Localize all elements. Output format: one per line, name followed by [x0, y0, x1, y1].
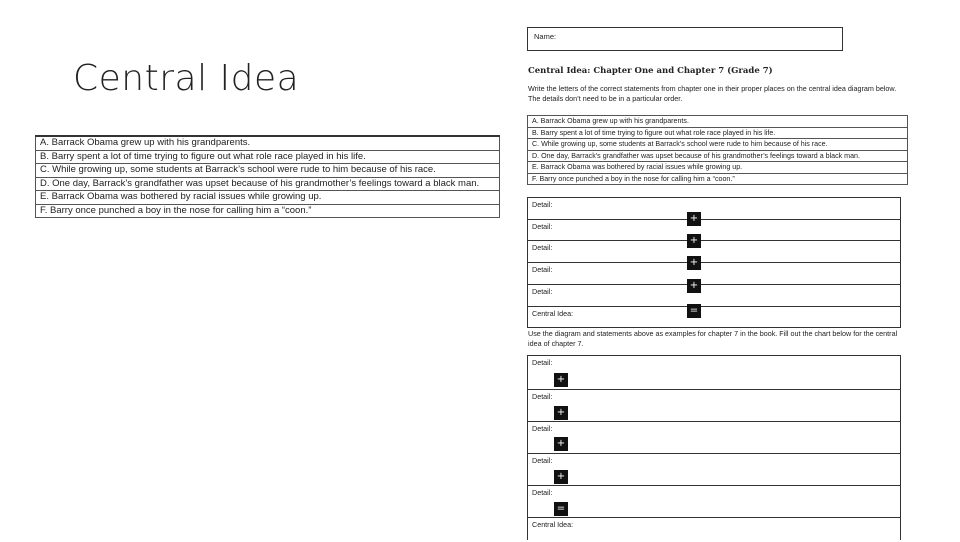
table-row [36, 136, 500, 150]
table-row [36, 177, 500, 191]
plus-icon: + [687, 279, 701, 293]
table-row [36, 150, 500, 164]
ws-statement-d: D. One day, Barrack’s grandfather was upset because of his grandmother’s feelings toward a black man. [528, 150, 908, 162]
detail-row[interactable] [528, 240, 900, 263]
plus-icon: + [554, 437, 568, 451]
detail-label: Detail: [532, 243, 553, 252]
detail-row[interactable] [528, 262, 900, 285]
equals-icon: = [554, 502, 568, 516]
plus-icon: + [687, 256, 701, 270]
statement-b: B. Barry spent a lot of time trying to figure out what role race played in his life. [36, 150, 500, 164]
table-row [528, 116, 908, 128]
statement-e: E. Barrack Obama was bothered by racial issues while growing up. [36, 191, 500, 205]
detail-label: Detail: [532, 358, 553, 367]
central-idea-label: Central Idea: [532, 520, 574, 529]
worksheet-instructions-2: Use the diagram and statements above as examples for chapter 7 in the book. Fill out the chart below for the central idea of chapter 7. [528, 329, 898, 348]
table-row [528, 139, 908, 151]
detail-label: Detail: [532, 287, 553, 296]
detail-row[interactable] [528, 389, 900, 422]
table-row [528, 127, 908, 139]
plus-icon: + [554, 470, 568, 484]
detail-row[interactable] [528, 453, 900, 486]
detail-label: Detail: [532, 424, 553, 433]
name-label: Name: [534, 32, 557, 41]
detail-row[interactable] [528, 421, 900, 454]
statement-d: D. One day, Barrack’s grandfather was upset because of his grandmother’s feelings toward a black man. [36, 177, 500, 191]
central-idea-diagram-chapter-7 [527, 355, 901, 540]
worksheet-heading: Central Idea: Chapter One and Chapter 7 (Grade 7) [528, 66, 773, 76]
detail-row[interactable] [528, 485, 900, 518]
slide-title: Central Idea [73, 58, 300, 99]
central-idea-row[interactable] [528, 306, 900, 329]
table-row [36, 204, 500, 218]
central-idea-diagram-chapter-1 [527, 197, 901, 328]
table-row [36, 164, 500, 178]
ws-statement-a: A. Barrack Obama grew up with his grandparents. [528, 116, 908, 128]
worksheet-instructions: Write the letters of the correct statements from chapter one in their proper places on the central idea diagram below. The details don’t need to be in a particular order. [528, 84, 897, 103]
plus-icon: + [554, 373, 568, 387]
detail-row[interactable] [528, 356, 900, 389]
detail-label: Detail: [532, 488, 553, 497]
statements-table [35, 135, 500, 218]
ws-statement-f: F. Barry once punched a boy in the nose for calling him a “coon.” [528, 173, 908, 185]
detail-row[interactable] [528, 198, 900, 219]
worksheet-statements-table [527, 115, 908, 185]
ws-statement-b: B. Barry spent a lot of time trying to figure out what role race played in his life. [528, 127, 908, 139]
central-idea-row[interactable] [528, 517, 900, 542]
table-row [528, 162, 908, 174]
detail-label: Detail: [532, 222, 553, 231]
detail-label: Detail: [532, 456, 553, 465]
table-row [528, 173, 908, 185]
equals-icon: = [687, 304, 701, 318]
detail-row[interactable] [528, 219, 900, 241]
table-row [528, 150, 908, 162]
detail-label: Detail: [532, 392, 553, 401]
statement-a: A. Barrack Obama grew up with his grandparents. [36, 136, 500, 150]
plus-icon: + [687, 234, 701, 248]
plus-icon: + [687, 212, 701, 226]
detail-label: Detail: [532, 265, 553, 274]
detail-label: Detail: [532, 200, 553, 209]
statement-f: F. Barry once punched a boy in the nose for calling him a “coon.” [36, 204, 500, 218]
detail-row[interactable] [528, 284, 900, 307]
statement-c: C. While growing up, some students at Barrack’s school were rude to him because of his race. [36, 164, 500, 178]
central-idea-label: Central Idea: [532, 309, 574, 318]
plus-icon: + [554, 406, 568, 420]
name-field[interactable] [527, 27, 843, 51]
ws-statement-e: E. Barrack Obama was bothered by racial issues while growing up. [528, 162, 908, 174]
table-row [36, 191, 500, 205]
ws-statement-c: C. While growing up, some students at Barrack’s school were rude to him because of his race. [528, 139, 908, 151]
